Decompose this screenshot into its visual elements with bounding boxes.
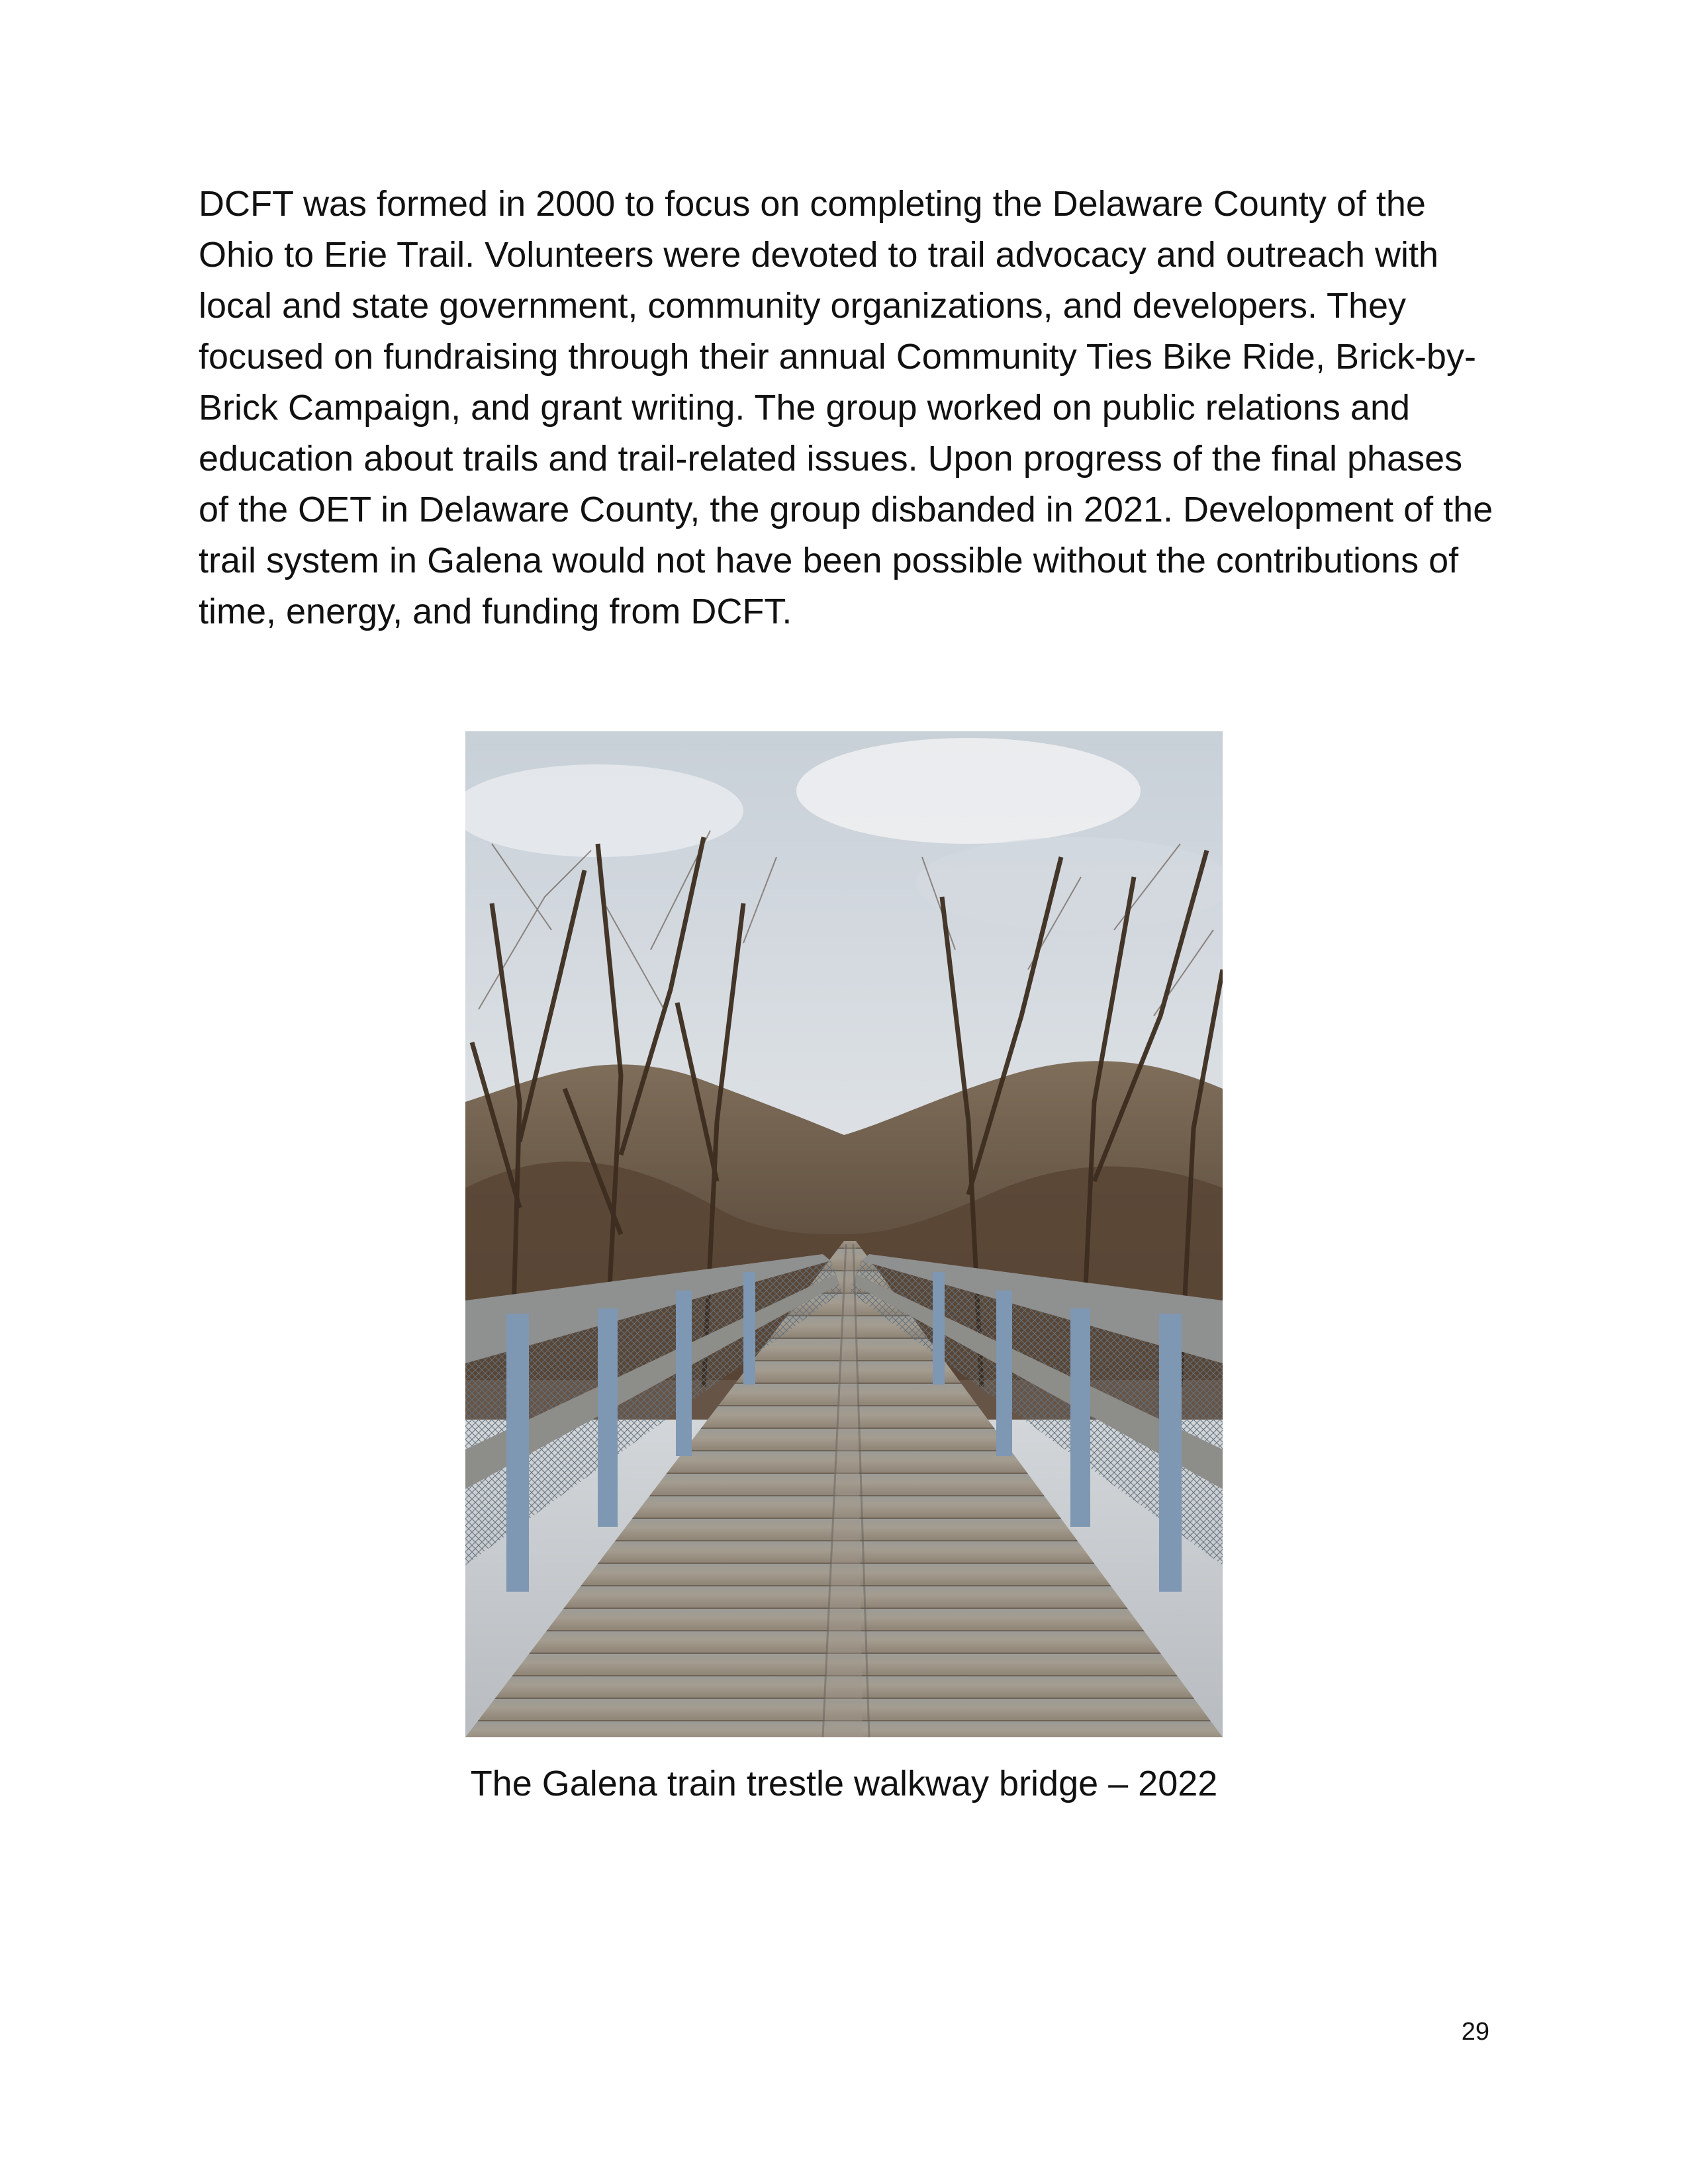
photo-caption: The Galena train trestle walkway bridge – 2022 [470, 1764, 1218, 1803]
dcft-history-paragraph: DCFT was formed in 2000 to focus on completing the Delaware County of the Ohio to Erie Trail. Volunteers were devoted to trail advocacy and outreach with local and state government, community organizations, and developers. They focused on fundraising through their annual Community Ties Bike Ride, Brick-by-Brick Campaign, and grant writing. The group worked on public relations and education about trails and trail-related issues. Upon progress of the final phases of the OET in Delaware County, the group disbanded in 2021. Development of the trail system in Galena would not have been possible without the contributions of time, energy, and funding from DCFT. [199, 184, 1493, 631]
trestle-bridge-illustration [465, 731, 1223, 1737]
bridge-photo [465, 731, 1223, 1737]
page-number: 29 [1461, 2018, 1489, 2046]
